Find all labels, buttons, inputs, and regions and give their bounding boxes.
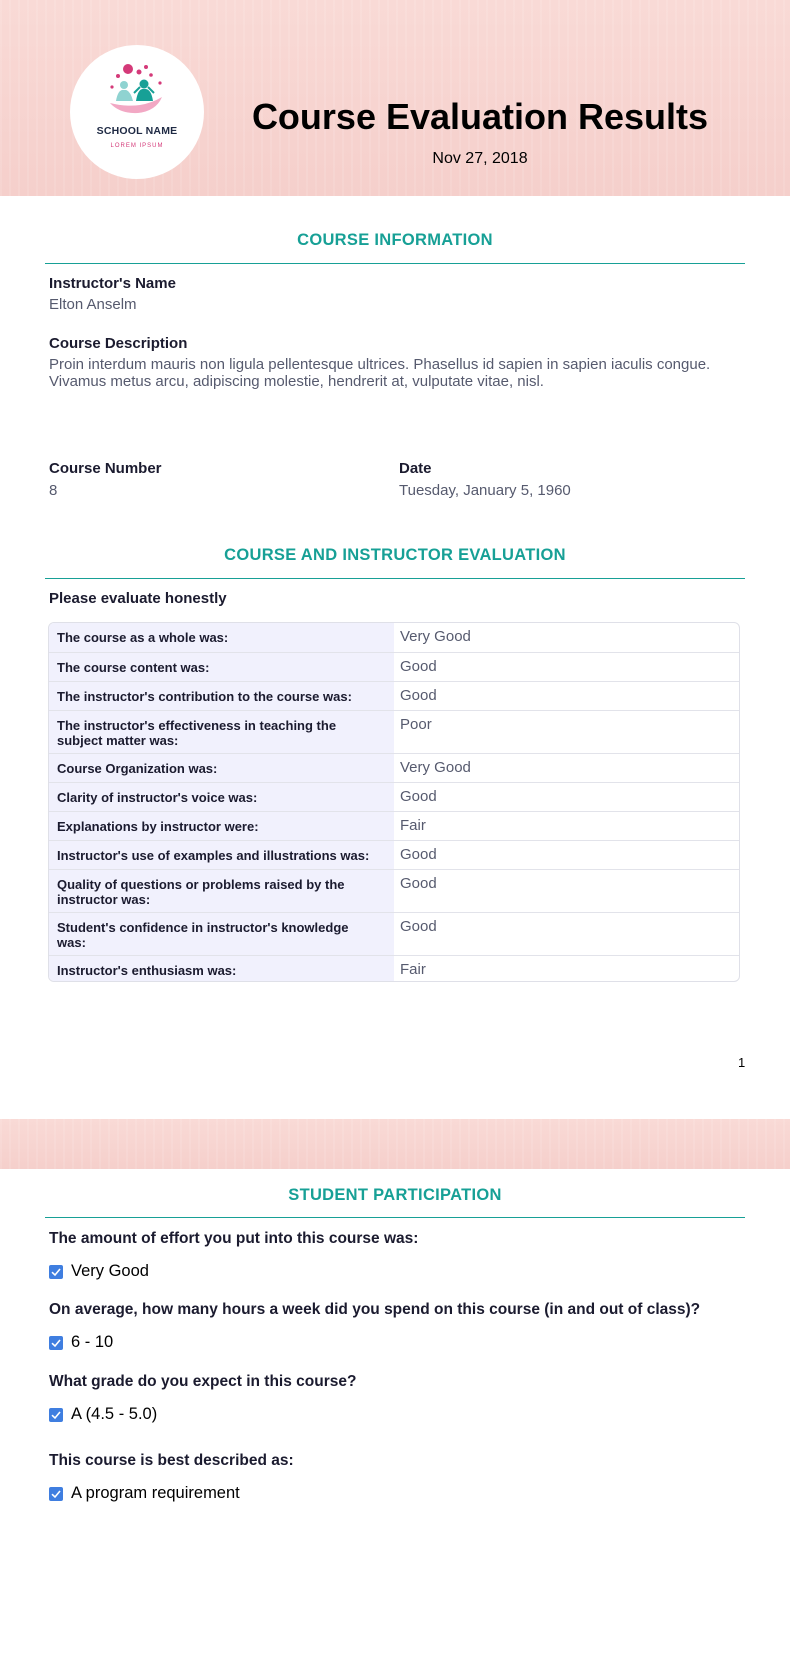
instructor-name-label: Instructor's Name (49, 275, 176, 292)
table-row (49, 955, 740, 982)
answer-cell: Poor (400, 716, 432, 733)
checkbox-checked[interactable] (49, 1487, 63, 1501)
school-name: SCHOOL NAME (96, 125, 178, 137)
school-logo-icon (106, 63, 168, 119)
answer-cell: Good (400, 788, 437, 805)
participation-question-grade: What grade do you expect in this course? (49, 1373, 357, 1390)
table-row (49, 710, 740, 753)
participation-answer-effort: Very Good (71, 1262, 149, 1280)
course-date-label: Date (399, 460, 432, 477)
section-title-evaluation: COURSE AND INSTRUCTOR EVALUATION (224, 546, 566, 564)
answer-cell: Good (400, 846, 437, 863)
question-cell: Instructor's enthusiasm was: (57, 963, 237, 978)
checkbox-checked[interactable] (49, 1336, 63, 1350)
page-title: Course Evaluation Results (251, 96, 709, 137)
participation-answer-grade: A (4.5 - 5.0) (71, 1405, 158, 1423)
table-row (49, 623, 740, 652)
question-cell: Clarity of instructor's voice was: (57, 790, 258, 805)
answer-cell: Good (400, 875, 437, 892)
answer-cell: Fair (400, 817, 426, 834)
course-number-label: Course Number (49, 460, 162, 477)
question-cell: Explanations by instructor were: (57, 819, 259, 834)
answer-cell: Good (400, 687, 437, 704)
checkmark-icon (49, 1408, 63, 1422)
section-divider (45, 1217, 745, 1218)
question-cell: Instructor's use of examples and illustrations was: (57, 848, 370, 863)
evaluation-intro: Please evaluate honestly (49, 590, 227, 607)
table-row (49, 811, 740, 840)
question-cell: Quality of questions or problems raised by the instructor was: (57, 877, 345, 907)
participation-question-hours: On average, how many hours a week did you spend on this course (in and out of class)? (49, 1301, 701, 1318)
table-row (49, 869, 740, 912)
table-row (49, 840, 740, 869)
checkbox-checked[interactable] (49, 1408, 63, 1422)
header-banner (0, 0, 790, 196)
school-tagline: LOREM IPSUM (110, 143, 164, 149)
school-logo (70, 45, 204, 179)
course-description-line-2: Vivamus metus arcu, adipiscing molestie, hendrerit at, vulputate vitae, nisl. (49, 373, 544, 390)
checkbox-checked[interactable] (49, 1265, 63, 1279)
participation-answer-hours: 6 - 10 (71, 1333, 114, 1351)
page-2-header-band (0, 1119, 790, 1169)
course-description-label: Course Description (49, 335, 188, 352)
answer-cell: Good (400, 658, 437, 675)
table-row (49, 912, 740, 955)
course-description-line-1: Proin interdum mauris non ligula pellentesque ultrices. Phasellus id sapien in sapien iaculis congue. (49, 356, 711, 373)
table-row (49, 681, 740, 710)
checkmark-icon (49, 1336, 63, 1350)
question-cell: The course content was: (57, 660, 210, 675)
course-date-value: Tuesday, January 5, 1960 (399, 482, 571, 499)
table-row (49, 753, 740, 782)
participation-question-description: This course is best described as: (49, 1452, 294, 1469)
evaluation-table (48, 622, 740, 982)
page-number: 1 (738, 1055, 746, 1070)
table-row (49, 652, 740, 681)
section-title-student-participation: STUDENT PARTICIPATION (288, 1186, 502, 1204)
answer-cell: Very Good (400, 628, 471, 645)
checkmark-icon (49, 1487, 63, 1501)
table-row (49, 782, 740, 811)
section-title-course-information: COURSE INFORMATION (297, 231, 493, 249)
section-divider (45, 263, 745, 264)
question-cell: The instructor's contribution to the course was: (57, 689, 352, 704)
participation-answer-description: A program requirement (71, 1484, 240, 1502)
section-divider (45, 578, 745, 579)
answer-cell: Fair (400, 961, 426, 978)
question-cell: The course as a whole was: (57, 630, 229, 645)
participation-question-effort: The amount of effort you put into this course was: (49, 1230, 419, 1247)
answer-cell: Good (400, 918, 437, 935)
report-date: Nov 27, 2018 (432, 150, 528, 167)
question-cell: The instructor's effectiveness in teaching the subject matter was: (57, 718, 337, 748)
answer-cell: Very Good (400, 759, 471, 776)
instructor-name-value: Elton Anselm (49, 296, 137, 313)
question-cell: Student's confidence in instructor's knowledge was: (57, 920, 349, 950)
question-cell: Course Organization was: (57, 761, 218, 776)
checkmark-icon (49, 1265, 63, 1279)
course-number-value: 8 (49, 482, 58, 499)
